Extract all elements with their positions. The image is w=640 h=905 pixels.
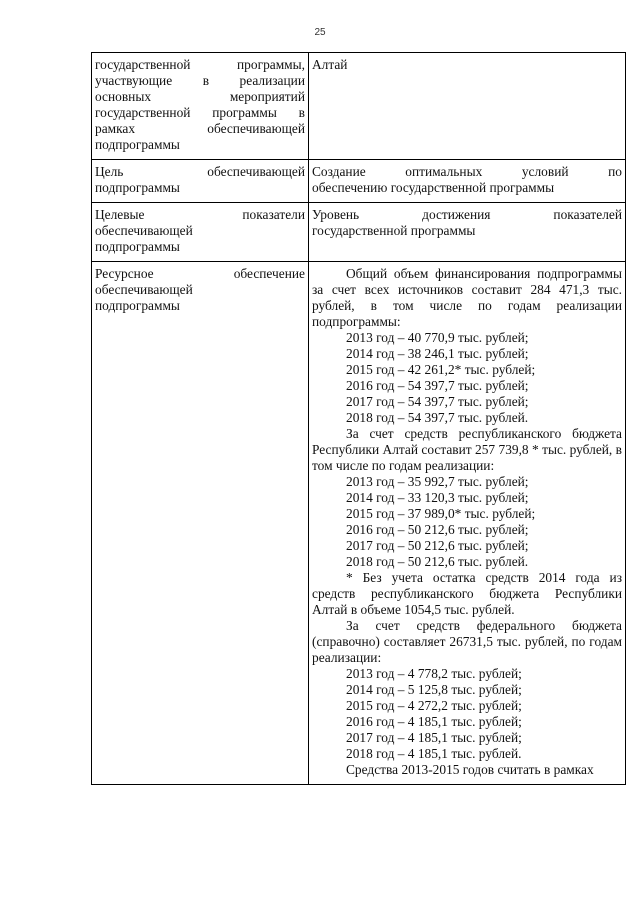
year-line: 2013 год – 40 770,9 тыс. рублей;	[346, 330, 529, 345]
row-value	[309, 160, 626, 203]
year-line: 2016 год – 4 185,1 тыс. рублей;	[346, 714, 522, 729]
year-line: 2013 год – 4 778,2 тыс. рублей;	[346, 666, 522, 681]
year-line: 2015 год – 4 272,2 тыс. рублей;	[346, 698, 522, 713]
label-line: государственной программы в	[95, 105, 305, 120]
table-row	[92, 53, 626, 160]
footnote-paragraph: * Без учета остатка средств 2014 года из средств республиканского бюджета Республики Алтай в объеме 1054,5 тыс. рублей.	[312, 570, 622, 617]
value-line: Создание оптимальных условий по	[312, 164, 622, 179]
year-line: 2017 год – 50 212,6 тыс. рублей;	[346, 538, 529, 553]
federal-funding-paragraph: За счет средств федерального бюджета (справочно) составляет 26731,5 тыс. рублей, по годам реализации:	[312, 618, 622, 665]
year-line: 2016 год – 50 212,6 тыс. рублей;	[346, 522, 529, 537]
label-line: Целевые показатели	[95, 207, 305, 222]
year-line: 2014 год – 5 125,8 тыс. рублей;	[346, 682, 522, 697]
table-row	[92, 203, 626, 262]
table-row	[92, 160, 626, 203]
row-value	[309, 53, 626, 160]
year-line: 2014 год – 33 120,3 тыс. рублей;	[346, 490, 529, 505]
label-line: подпрограммы	[95, 137, 180, 152]
label-line: Цель обеспечивающей	[95, 164, 305, 179]
label-line: подпрограммы	[95, 298, 180, 313]
value-text: Алтай	[312, 57, 348, 72]
label-line: основных мероприятий	[95, 89, 305, 104]
year-line: 2016 год – 54 397,7 тыс. рублей;	[346, 378, 529, 393]
program-passport-table	[91, 52, 626, 785]
row-label	[92, 160, 309, 203]
closing-paragraph: Средства 2013-2015 годов считать в рамках	[346, 762, 594, 777]
year-line: 2015 год – 42 261,2* тыс. рублей;	[346, 362, 536, 377]
label-line: обеспечивающей	[95, 223, 193, 238]
label-line: Ресурсное обеспечение	[95, 266, 305, 281]
year-line: 2018 год – 4 185,1 тыс. рублей.	[346, 746, 522, 761]
table-row	[92, 262, 626, 785]
label-line: государственной программы,	[95, 57, 305, 72]
year-line: 2014 год – 38 246,1 тыс. рублей;	[346, 346, 529, 361]
year-line: 2013 год – 35 992,7 тыс. рублей;	[346, 474, 529, 489]
value-line: обеспечению государственной программы	[312, 180, 555, 195]
label-line: обеспечивающей	[95, 282, 193, 297]
label-line: подпрограммы	[95, 180, 180, 195]
page-number: 25	[314, 27, 326, 38]
year-line: 2017 год – 54 397,7 тыс. рублей;	[346, 394, 529, 409]
row-label	[92, 262, 309, 785]
year-line: 2018 год – 50 212,6 тыс. рублей.	[346, 554, 529, 569]
total-funding-paragraph: Общий объем финансирования подпрограммы за счет всех источников составит 284 471,3 тыс. рублей, в том числе по годам реализации подпрограммы:	[312, 266, 622, 329]
year-line: 2015 год – 37 989,0* тыс. рублей;	[346, 506, 536, 521]
row-label	[92, 203, 309, 262]
label-line: подпрограммы	[95, 239, 180, 254]
label-line: рамках обеспечивающей	[95, 121, 305, 136]
republic-funding-paragraph: За счет средств республиканского бюджета Республики Алтай составит 257 739,8 * тыс. рублей, в том числе по годам реализации:	[312, 426, 622, 473]
year-line: 2018 год – 54 397,7 тыс. рублей.	[346, 410, 529, 425]
label-line: участвующие в реализации	[95, 73, 305, 88]
row-value	[309, 203, 626, 262]
value-line: государственной программы	[312, 223, 476, 238]
row-label	[92, 53, 309, 160]
value-line: Уровень достижения показателей	[312, 207, 622, 222]
year-line: 2017 год – 4 185,1 тыс. рублей;	[346, 730, 522, 745]
resource-value	[309, 262, 626, 785]
